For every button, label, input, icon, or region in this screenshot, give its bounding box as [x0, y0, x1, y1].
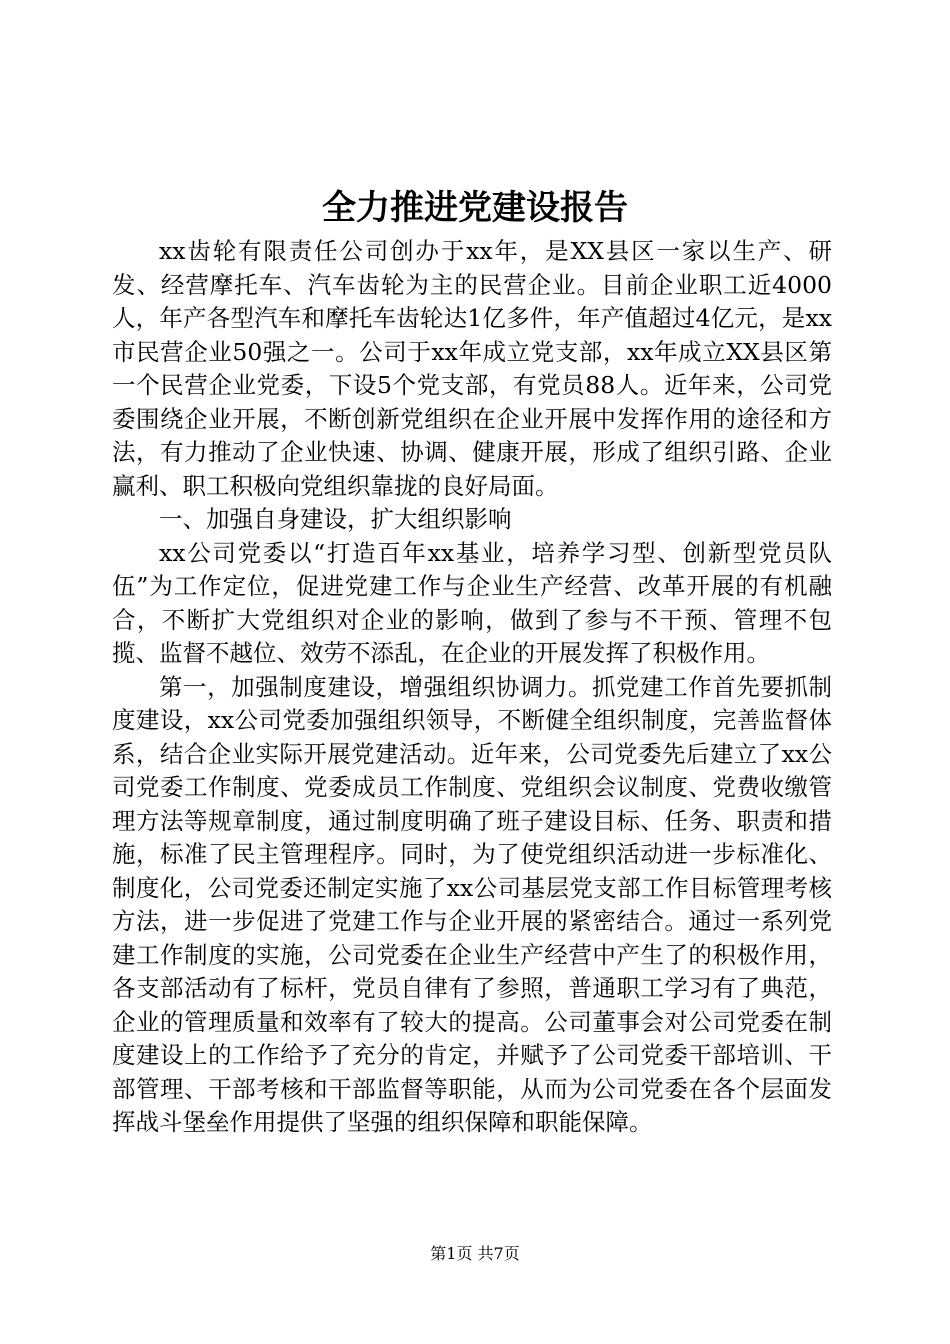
page-footer: 第1页 共7页: [430, 1244, 520, 1263]
section-heading: 一、加强自身建设，扩大组织影响: [159, 505, 512, 533]
paragraph-first-point: 第一，加强制度建设，增强组织协调力。抓党建工作首先要抓制度建设，xx公司党委加强组织领导，不断健全组织制度，完善监督体系，结合企业实际开展党建活动。近年来，公司党委先后建立了xx公司党委工作制度、党委成员工作制度、党组织会议制度、党费收缴管理方法等规章制度，通过制度明确了班子建设目标、任务、职责和措施，标准了民主管理程序。同时，为了使党组织活动进一步标准化、制度化，公司党委还制定实施了xx公司基层党支部工作目标管理考核方法，进一步促进了党建工作与企业开展的紧密结合。通过一系列党建工作制度的实施，公司党委在企业生产经营中产生了的积极作用，各支部活动有了标杆，党员自律有了参照，普通职工学习有了典范，企业的管理质量和效率有了较大的提高。公司董事会对公司党委在制度建设上的工作给予了充分的肯定，并赋予了公司党委干部培训、干部管理、干部考核和干部监督等职能，从而为公司党委在各个层面发挥战斗堡垒作用提供了坚强的组织保障和职能保障。: [112, 672, 832, 1136]
paragraph-intro: xx齿轮有限责任公司创办于xx年，是XX县区一家以生产、研发、经营摩托车、汽车齿轮为主的民营企业。目前企业职工近4000人，年产各型汽车和摩托车齿轮达1亿多件，年产值超过4亿元，是xx市民营企业50强之一。公司于xx年成立党支部，xx年成立XX县区第一个民营企业党委，下设5个党支部，有党员88人。近年来，公司党委围绕企业开展，不断创新党组织在企业开展中发挥作用的途径和方法，有力推动了企业快速、协调、健康开展，形成了组织引路、企业赢利、职工积极向党组织靠拢的良好局面。: [112, 237, 832, 500]
paragraph-section-intro: xx公司党委以“打造百年xx基业，培养学习型、创新型党员队伍”为工作定位，促进党建工作与企业生产经营、改革开展的有机融合，不断扩大党组织对企业的影响，做到了参与不干预、管理不包揽、监督不越位、效劳不添乱，在企业的开展发挥了积极作用。: [112, 538, 832, 667]
document-body: [112, 235, 832, 1140]
document-title: 全力推进党建设报告: [322, 188, 628, 228]
